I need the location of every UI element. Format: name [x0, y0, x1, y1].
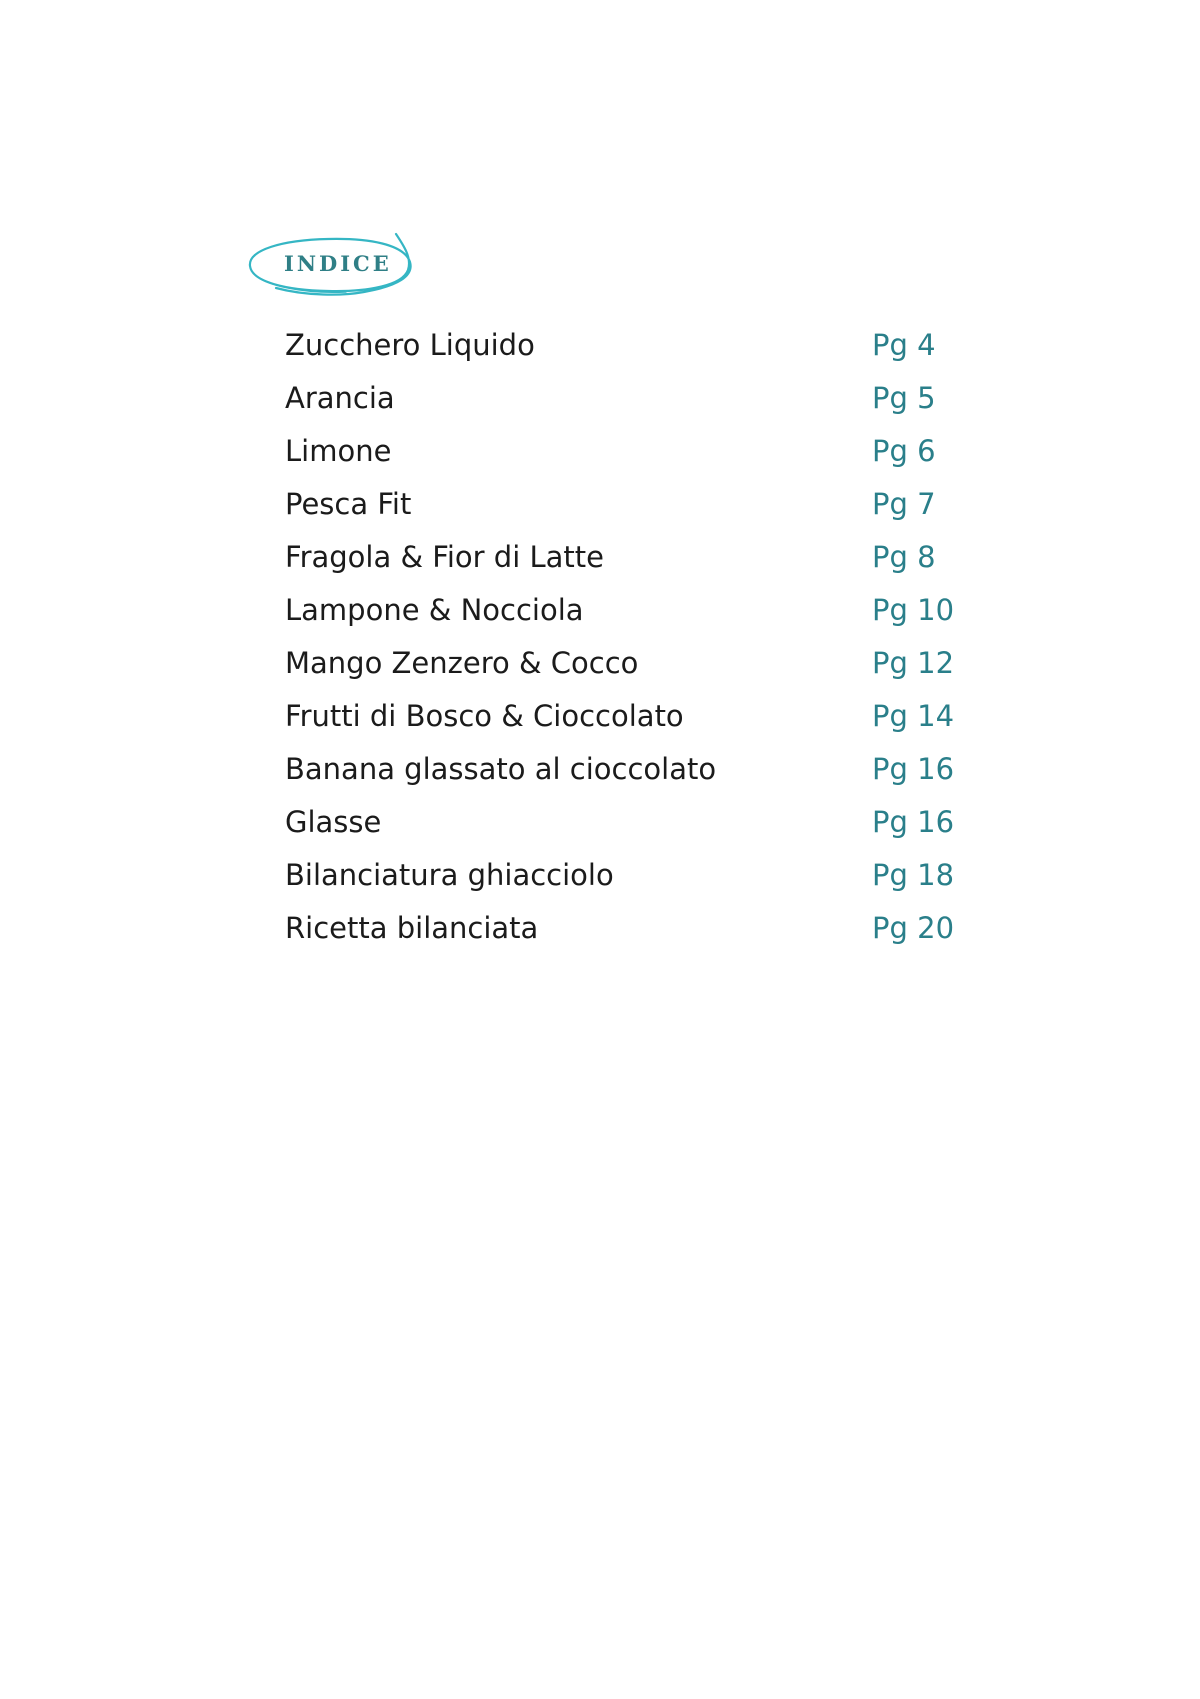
- toc-entry[interactable]: [285, 855, 985, 908]
- toc-entry-title: Limone: [285, 434, 392, 468]
- toc-entry[interactable]: [285, 590, 985, 643]
- toc-entry-title: Arancia: [285, 381, 395, 415]
- toc-entry[interactable]: [285, 325, 985, 378]
- toc-entry[interactable]: [285, 484, 985, 537]
- toc-entry[interactable]: [285, 802, 985, 855]
- toc-entry-page: Pg 14: [872, 699, 955, 733]
- toc-entry-page: Pg 4: [872, 328, 936, 362]
- toc-entry-title: Lampone & Nocciola: [285, 593, 584, 627]
- toc-entry-title: Frutti di Bosco & Cioccolato: [285, 699, 684, 733]
- table-of-contents: [285, 325, 985, 961]
- toc-entry-page: Pg 10: [872, 593, 955, 627]
- toc-entry-page: Pg 16: [872, 805, 955, 839]
- toc-entry[interactable]: [285, 696, 985, 749]
- toc-entry-page: Pg 12: [872, 646, 955, 680]
- toc-entry-title: Zucchero Liquido: [285, 328, 535, 362]
- toc-entry[interactable]: [285, 749, 985, 802]
- toc-entry-title: Ricetta bilanciata: [285, 911, 539, 945]
- toc-entry-page: Pg 20: [872, 911, 955, 945]
- toc-entry[interactable]: [285, 908, 985, 961]
- toc-entry[interactable]: [285, 431, 985, 484]
- toc-entry-title: Mango Zenzero & Cocco: [285, 646, 639, 680]
- toc-entry-title: Pesca Fit: [285, 487, 412, 521]
- toc-entry-title: Fragola & Fior di Latte: [285, 540, 604, 574]
- toc-entry[interactable]: [285, 378, 985, 431]
- toc-entry-page: Pg 18: [872, 858, 955, 892]
- index-heading-label: INDICE: [284, 251, 392, 276]
- toc-entry-title: Glasse: [285, 805, 382, 839]
- toc-entry-page: Pg 6: [872, 434, 936, 468]
- toc-entry-page: Pg 5: [872, 381, 936, 415]
- toc-entry-title: Banana glassato al cioccolato: [285, 752, 717, 786]
- toc-entry-page: Pg 8: [872, 540, 936, 574]
- toc-entry-title: Bilanciatura ghiacciolo: [285, 858, 614, 892]
- toc-entry[interactable]: [285, 643, 985, 696]
- index-heading: [246, 230, 416, 300]
- toc-entry-page: Pg 7: [872, 487, 936, 521]
- toc-entry[interactable]: [285, 537, 985, 590]
- toc-entry-page: Pg 16: [872, 752, 955, 786]
